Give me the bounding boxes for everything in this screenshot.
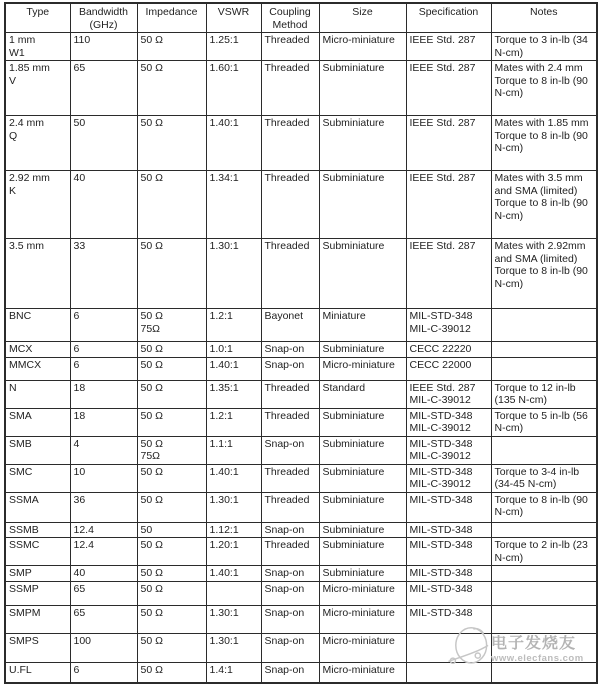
cell-bandwidth: 110 [70,33,137,61]
cell-notes: Torque to 12 in-lb (135 N-cm) [491,380,597,408]
cell-bandwidth: 65 [70,605,137,633]
cell-type: 2.92 mm K [5,171,70,239]
cell-type: SSMB [5,522,70,538]
header-row [5,3,597,33]
cell-impedance: 50 Ω [137,408,206,436]
cell-notes: Mates with 2.92mm and SMA (limited) Torque to 8 in-lb (90 N-cm) [491,239,597,309]
cell-size: Subminiature [319,342,406,358]
cell-coupling: Snap-on [261,662,319,683]
cell-bandwidth: 100 [70,633,137,662]
cell-size: Micro-miniature [319,633,406,662]
cell-impedance: 50 Ω [137,605,206,633]
cell-spec: MIL-STD-348 MIL-C-39012 [406,309,491,342]
table-row [5,605,597,633]
cell-type: SMB [5,436,70,464]
cell-type: SMPM [5,605,70,633]
cell-impedance: 50 Ω [137,33,206,61]
cell-vswr: 1.35:1 [206,380,261,408]
cell-type: MMCX [5,357,70,380]
cell-size: Micro-miniature [319,33,406,61]
cell-coupling: Snap-on [261,633,319,662]
cell-bandwidth: 40 [70,566,137,582]
column-header-bandwidth: Bandwidth (GHz) [70,3,137,33]
cell-vswr: 1.40:1 [206,116,261,171]
cell-spec [406,662,491,683]
cell-coupling: Threaded [261,239,319,309]
cell-size: Subminiature [319,566,406,582]
cell-size: Micro-miniature [319,662,406,683]
cell-spec [406,633,491,662]
cell-bandwidth: 36 [70,492,137,522]
cell-notes [491,633,597,662]
cell-vswr: 1.40:1 [206,357,261,380]
table-row [5,116,597,171]
cell-vswr: 1.30:1 [206,633,261,662]
table-row [5,566,597,582]
cell-coupling: Threaded [261,464,319,492]
connector-spec-table [4,2,598,684]
table-row [5,239,597,309]
cell-impedance: 50 Ω [137,464,206,492]
cell-spec: MIL-STD-348 MIL-C-39012 [406,436,491,464]
cell-notes [491,662,597,683]
cell-type: 2.4 mm Q [5,116,70,171]
table-row [5,357,597,380]
column-header-spec: Specification [406,3,491,33]
table-row [5,309,597,342]
cell-bandwidth: 6 [70,342,137,358]
table-row [5,464,597,492]
table-row [5,61,597,116]
table-row [5,492,597,522]
cell-type: U.FL [5,662,70,683]
cell-coupling: Snap-on [261,357,319,380]
cell-type: SSMP [5,581,70,605]
cell-notes: Mates with 2.4 mm Torque to 8 in-lb (90 N-cm) [491,61,597,116]
cell-bandwidth: 6 [70,309,137,342]
cell-type: SMP [5,566,70,582]
cell-type: SMPS [5,633,70,662]
cell-notes: Mates with 3.5 mm and SMA (limited) Torque to 8 in-lb (90 N-cm) [491,171,597,239]
cell-vswr: 1.60:1 [206,61,261,116]
cell-impedance: 50 Ω [137,61,206,116]
table-row [5,662,597,683]
cell-bandwidth: 4 [70,436,137,464]
cell-vswr: 1.34:1 [206,171,261,239]
cell-vswr: 1.25:1 [206,33,261,61]
cell-spec: CECC 22220 [406,342,491,358]
cell-type: N [5,380,70,408]
cell-bandwidth: 12.4 [70,538,137,566]
cell-spec: MIL-STD-348 MIL-C-39012 [406,408,491,436]
cell-coupling: Bayonet [261,309,319,342]
cell-type: SSMA [5,492,70,522]
cell-coupling: Threaded [261,61,319,116]
cell-spec: MIL-STD-348 [406,538,491,566]
cell-notes [491,605,597,633]
cell-spec: MIL-STD-348 [406,581,491,605]
cell-impedance: 50 Ω [137,633,206,662]
cell-impedance: 50 Ω [137,538,206,566]
column-header-impedance: Impedance [137,3,206,33]
cell-spec: IEEE Std. 287 [406,61,491,116]
cell-notes [491,342,597,358]
column-header-type: Type [5,3,70,33]
cell-vswr: 1.20:1 [206,538,261,566]
cell-size: Micro-miniature [319,357,406,380]
column-header-size: Size [319,3,406,33]
cell-notes [491,566,597,582]
cell-vswr: 1.30:1 [206,605,261,633]
cell-vswr: 1.2:1 [206,309,261,342]
cell-size: Subminiature [319,522,406,538]
cell-type: 1.85 mm V [5,61,70,116]
cell-bandwidth: 6 [70,357,137,380]
cell-coupling: Snap-on [261,581,319,605]
cell-vswr: 1.30:1 [206,492,261,522]
cell-spec: IEEE Std. 287 [406,171,491,239]
cell-spec: CECC 22000 [406,357,491,380]
cell-notes: Torque to 3 in-lb (34 N-cm) [491,33,597,61]
cell-size: Subminiature [319,116,406,171]
cell-spec: IEEE Std. 287 [406,116,491,171]
watermark-cn-text: 电子发烧友 [491,634,577,652]
cell-coupling: Threaded [261,408,319,436]
cell-type: MCX [5,342,70,358]
cell-notes [491,581,597,605]
cell-coupling: Snap-on [261,522,319,538]
cell-spec: MIL-STD-348 [406,522,491,538]
cell-notes: Torque to 2 in-lb (23 N-cm) [491,538,597,566]
cell-size: Micro-miniature [319,605,406,633]
cell-size: Micro-miniature [319,581,406,605]
cell-notes [491,357,597,380]
cell-type: SMA [5,408,70,436]
cell-impedance: 50 Ω [137,581,206,605]
table-row [5,538,597,566]
table-row [5,522,597,538]
cell-spec: MIL-STD-348 [406,492,491,522]
cell-impedance: 50 Ω [137,239,206,309]
cell-coupling: Threaded [261,33,319,61]
table-row [5,380,597,408]
cell-size: Subminiature [319,492,406,522]
table-row [5,171,597,239]
cell-spec: MIL-STD-348 [406,605,491,633]
cell-bandwidth: 18 [70,380,137,408]
cell-bandwidth: 65 [70,61,137,116]
cell-notes: Torque to 8 in-lb (90 N-cm) [491,492,597,522]
cell-vswr: 1.4:1 [206,662,261,683]
cell-bandwidth: 18 [70,408,137,436]
cell-bandwidth: 12.4 [70,522,137,538]
cell-vswr: 1.2:1 [206,408,261,436]
cell-notes [491,522,597,538]
cell-notes [491,309,597,342]
column-header-vswr: VSWR [206,3,261,33]
cell-vswr [206,581,261,605]
cell-bandwidth: 40 [70,171,137,239]
cell-impedance: 50 Ω [137,380,206,408]
table-row [5,408,597,436]
cell-coupling: Threaded [261,380,319,408]
cell-impedance: 50 Ω 75Ω [137,436,206,464]
cell-notes: Torque to 3-4 in-lb (34-45 N-cm) [491,464,597,492]
cell-type: 3.5 mm [5,239,70,309]
cell-coupling: Snap-on [261,342,319,358]
cell-type: SMC [5,464,70,492]
cell-vswr: 1.40:1 [206,464,261,492]
cell-impedance: 50 Ω [137,116,206,171]
cell-coupling: Snap-on [261,436,319,464]
cell-bandwidth: 65 [70,581,137,605]
cell-bandwidth: 33 [70,239,137,309]
cell-size: Subminiature [319,408,406,436]
cell-impedance: 50 Ω [137,357,206,380]
table-row [5,633,597,662]
cell-size: Standard [319,380,406,408]
cell-size: Subminiature [319,436,406,464]
cell-vswr: 1.0:1 [206,342,261,358]
table-row [5,33,597,61]
cell-notes [491,436,597,464]
cell-spec: MIL-STD-348 [406,566,491,582]
cell-size: Subminiature [319,464,406,492]
cell-size: Miniature [319,309,406,342]
cell-coupling: Threaded [261,538,319,566]
cell-bandwidth: 10 [70,464,137,492]
cell-impedance: 50 [137,522,206,538]
cell-spec: IEEE Std. 287 MIL-C-39012 [406,380,491,408]
cell-coupling: Snap-on [261,605,319,633]
cell-bandwidth: 6 [70,662,137,683]
cell-coupling: Threaded [261,492,319,522]
cell-impedance: 50 Ω [137,342,206,358]
cell-coupling: Snap-on [261,566,319,582]
cell-coupling: Threaded [261,116,319,171]
column-header-coupling: Coupling Method [261,3,319,33]
cell-size: Subminiature [319,61,406,116]
table-row [5,436,597,464]
cell-impedance: 50 Ω [137,566,206,582]
cell-type: SSMC [5,538,70,566]
table-row [5,342,597,358]
table-row [5,581,597,605]
cell-vswr: 1.12:1 [206,522,261,538]
cell-notes: Mates with 1.85 mm Torque to 8 in-lb (90 N-cm) [491,116,597,171]
cell-impedance: 50 Ω [137,662,206,683]
cell-size: Subminiature [319,171,406,239]
watermark-url-text: www.elecfans.com [491,652,584,664]
cell-vswr: 1.30:1 [206,239,261,309]
cell-vswr: 1.1:1 [206,436,261,464]
cell-bandwidth: 50 [70,116,137,171]
cell-impedance: 50 Ω 75Ω [137,309,206,342]
cell-spec: IEEE Std. 287 [406,239,491,309]
cell-type: 1 mm W1 [5,33,70,61]
column-header-notes: Notes [491,3,597,33]
cell-notes: Torque to 5 in-lb (56 N-cm) [491,408,597,436]
cell-spec: MIL-STD-348 MIL-C-39012 [406,464,491,492]
cell-vswr: 1.40:1 [206,566,261,582]
cell-impedance: 50 Ω [137,171,206,239]
cell-spec: IEEE Std. 287 [406,33,491,61]
cell-impedance: 50 Ω [137,492,206,522]
cell-type: BNC [5,309,70,342]
cell-size: Subminiature [319,239,406,309]
table-body [5,33,597,684]
cell-size: Subminiature [319,538,406,566]
cell-coupling: Threaded [261,171,319,239]
